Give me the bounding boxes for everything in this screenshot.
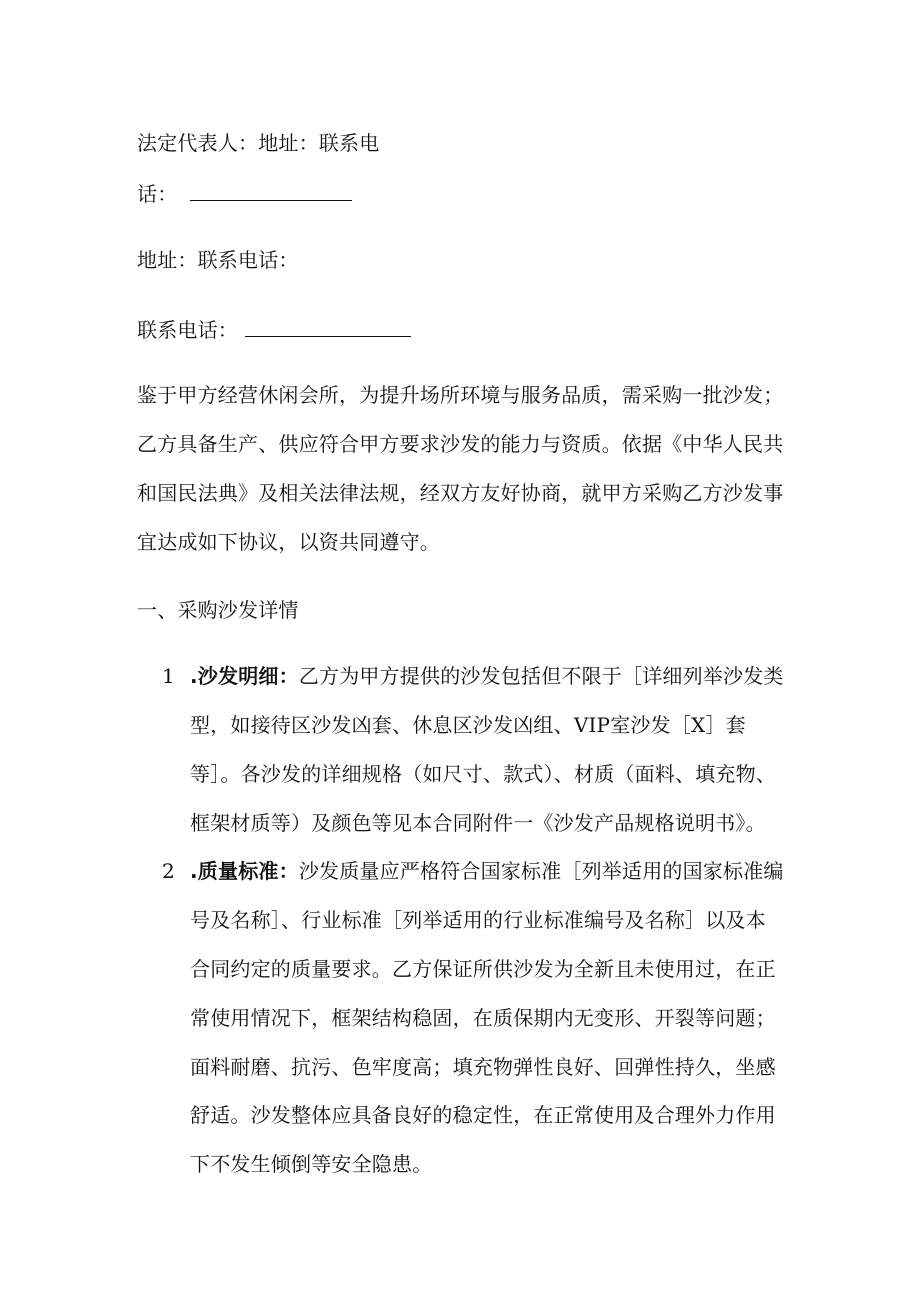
item-2-number: 2 — [162, 859, 175, 883]
item-1-number: 1 — [162, 664, 175, 688]
item-1-line-1 — [190, 662, 784, 690]
item-2-line-4: 常使用情况下，框架结构稳固，在质保期内无变形、开裂等问题； — [190, 1006, 776, 1030]
item-1-text-2d: X — [691, 713, 706, 737]
phone-blank-field[interactable] — [190, 178, 352, 201]
header-line-1: 法定代表人：地址：联系电 — [137, 131, 380, 155]
item-2-line-2: 号及名称］、行业标准［列举适用的行业标准编号及名称］以及本 — [190, 908, 766, 932]
item-1-text-2a: 型，如接待区沙发凶套、休息区沙发凶组、 — [190, 713, 574, 737]
address-phone-line — [137, 246, 299, 274]
representative-address-phone-line — [137, 129, 379, 157]
item-1-label: .沙发明细： — [190, 664, 299, 688]
item-1-text-1: 乙方为甲方提供的沙发包括但不限于［详细列举沙发类 — [298, 664, 784, 688]
item-1-text-2c: 室沙发［ — [610, 713, 692, 737]
phone-line — [137, 178, 352, 208]
item-1-line-2 — [190, 711, 746, 739]
item-2-line-3: 合同约定的质量要求。乙方保证所供沙发为全新且未使用过，在正 — [190, 957, 776, 981]
preamble-line-1: 鉴于甲方经营休闲会所，为提升场所环境与服务品质，需采购一批沙发； — [137, 383, 784, 407]
item-2-text-1: 沙发质量应严格符合国家标准［列举适用的国家标准编 — [298, 859, 784, 883]
item-2-line-6: 舒适。沙发整体应具备良好的稳定性，在正常使用及合理外力作用 — [190, 1103, 776, 1127]
item-2-line-7: 下不发生倾倒等安全隐患。 — [190, 1152, 433, 1176]
header-line-2: 话： — [137, 182, 178, 206]
header-line-4: 联系电话： — [137, 318, 238, 342]
item-1-line-3: 等］。各沙发的详细规格（如尺寸、款式）、材质（面料、填充物、 — [190, 762, 776, 786]
section-heading: 一、采购沙发详情 — [137, 598, 299, 622]
item-2-label: .质量标准： — [190, 859, 299, 883]
item-2-line-1 — [190, 857, 784, 885]
item-1-text-2b: VIP — [573, 713, 611, 737]
item-1-line-4: 框架材质等）及颜色等见本合同附件一《沙发产品规格说明书》。 — [190, 811, 766, 835]
preamble-line-4: 宜达成如下协议，以资共同遵守。 — [137, 530, 440, 554]
contact-phone-line — [137, 314, 411, 344]
preamble-line-3: 和国民法典》及相关法律法规，经双方友好协商，就甲方采购乙方沙发事 — [137, 481, 784, 505]
contact-phone-blank-field[interactable] — [245, 314, 411, 337]
preamble-line-2: 乙方具备生产、供应符合甲方要求沙发的能力与资质。依据《中华人民共 — [137, 432, 784, 456]
header-line-3: 地址：联系电话： — [137, 248, 299, 272]
item-1-text-2e: ］套 — [705, 713, 746, 737]
item-2-line-5: 面料耐磨、抗污、色牢度高；填充物弹性良好、回弹性持久，坐感 — [190, 1055, 776, 1079]
